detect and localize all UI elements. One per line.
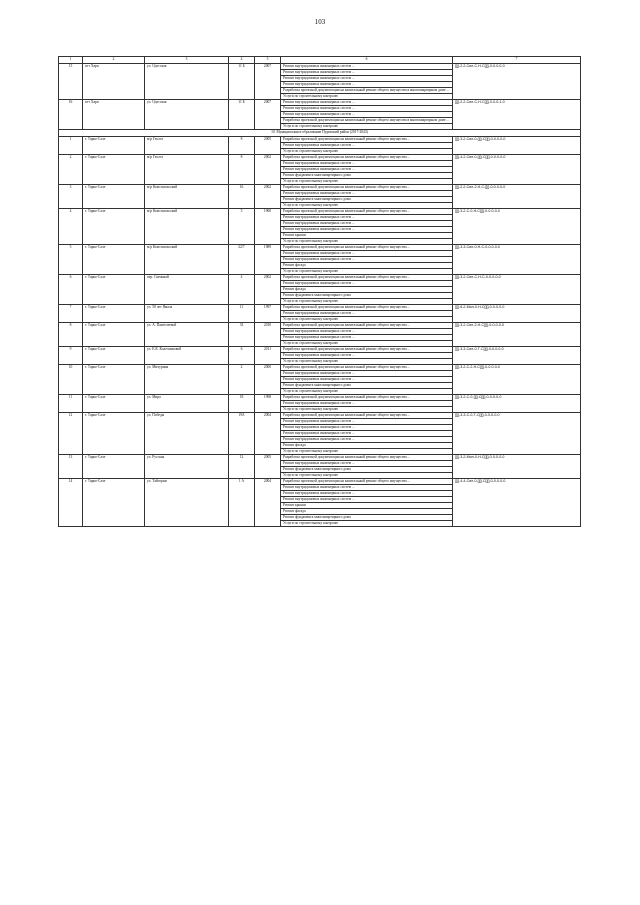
column-number: 3 <box>145 57 229 64</box>
table-row <box>59 305 581 311</box>
row-number: 7 <box>59 305 83 323</box>
house-cell: 33 <box>229 323 255 347</box>
table-row <box>59 155 581 161</box>
column-number-row <box>59 57 581 64</box>
code-cell: [][]-3-2-С-2-Н-С[][]-0-0-0-0-0 <box>453 365 581 395</box>
work-type-cell: Услуги по строительному контролю <box>281 317 453 323</box>
row-number: 6 <box>59 275 83 305</box>
city-cell: г. Тарко-Сале <box>83 395 145 413</box>
work-type-cell: Разработка проектной документации на капитальный ремонт общего имущества ... <box>281 365 453 371</box>
work-type-cell: Ремонт внутридомовых инженерных систем ... <box>281 251 453 257</box>
city-cell: г. Тарко-Сале <box>83 479 145 527</box>
table-row <box>59 137 581 143</box>
work-type-cell: Ремонт внутридомовых инженерных систем ... <box>281 106 453 112</box>
row-number: 16 <box>59 100 83 130</box>
street-cell: ул. Победы <box>145 413 229 455</box>
work-type-cell: Услуги по строительному контролю <box>281 521 453 527</box>
city-cell: г. Тарко-Сале <box>83 185 145 209</box>
table-row <box>59 64 581 70</box>
section-header-row <box>59 130 581 137</box>
work-type-cell: Услуги по строительному контролю <box>281 269 453 275</box>
table-row <box>59 413 581 419</box>
capital-repair-table <box>58 56 581 527</box>
code-cell: [][]-4-4-Сил-0-[][]-С[][]-0-0-0-0-0 <box>453 479 581 527</box>
year-cell: 2007 <box>255 100 281 130</box>
work-type-cell: Ремонт крыши <box>281 233 453 239</box>
city-cell: г. Тарко-Сале <box>83 209 145 245</box>
year-cell: 2002 <box>255 185 281 209</box>
table-row <box>59 185 581 191</box>
house-cell: 11 <box>229 305 255 323</box>
code-cell: [][]-2-2-Сил-С-Н-С[][]-0-0-0-0-0 <box>453 64 581 100</box>
work-type-cell: Услуги по строительному контролю <box>281 94 453 100</box>
code-cell: [][]-6-2-Мил-0-Н-С[][]-0-0-0-0-0 <box>453 305 581 323</box>
house-cell: 18 <box>229 395 255 413</box>
code-cell: [][]-3-2-С-0-[][]-С[][]-0-0-0-0-0 <box>453 395 581 413</box>
street-cell: ул. Мира <box>145 395 229 413</box>
street-cell: м/р Комсомольский <box>145 209 229 245</box>
city-cell: г. Тарко-Сале <box>83 455 145 479</box>
year-cell: 1997 <box>255 305 281 323</box>
work-type-cell: Услуги по строительному контролю <box>281 124 453 130</box>
work-type-cell: Услуги по строительному контролю <box>281 449 453 455</box>
house-cell: 5 <box>229 209 255 245</box>
code-cell: [][]-3-3-Сил-0-Н-С-0-0-0-0-0 <box>453 245 581 275</box>
code-cell: [][]-3-2-Сил-2-Н-С[][]-0-0-0-0-0 <box>453 323 581 347</box>
table-row <box>59 479 581 485</box>
street-cell: ул. Мичурина <box>145 365 229 395</box>
row-number: 13 <box>59 455 83 479</box>
page-number: 103 <box>314 18 326 26</box>
city-cell: г. Тарко-Сале <box>83 137 145 155</box>
work-type-cell: Услуги по строительному контролю <box>281 239 453 245</box>
city-cell: г. Тарко-Сале <box>83 413 145 455</box>
city-cell: г. Тарко-Сале <box>83 365 145 395</box>
house-cell: 6 <box>229 347 255 365</box>
work-type-cell: Ремонт внутридомовых инженерных систем ... <box>281 76 453 82</box>
work-type-cell: Ремонт крыши <box>281 503 453 509</box>
street-cell: ул. А. Пантелеевой <box>145 323 229 347</box>
work-type-cell: Услуги по строительному контролю <box>281 407 453 413</box>
year-cell: 2007 <box>255 64 281 100</box>
year-cell: 2004 <box>255 413 281 455</box>
work-type-cell: Ремонт внутридомовых инженерных систем ... <box>281 371 453 377</box>
work-type-cell: Ремонт фасада <box>281 509 453 515</box>
year-cell: 1989 <box>255 245 281 275</box>
work-type-cell: Ремонт внутридомовых инженерных систем ... <box>281 419 453 425</box>
work-type-cell: Ремонт внутридомовых инженерных систем ... <box>281 70 453 76</box>
work-type-cell: Ремонт внутридомовых инженерных систем ... <box>281 485 453 491</box>
work-type-cell: Ремонт внутридомовых инженерных систем ... <box>281 191 453 197</box>
work-type-cell: Ремонт внутридомовых инженерных систем ... <box>281 257 453 263</box>
row-number: 9 <box>59 347 83 365</box>
year-cell: 2011 <box>255 347 281 365</box>
house-cell: 16 <box>229 185 255 209</box>
work-type-cell: Ремонт фундамента многоквартирного дома <box>281 383 453 389</box>
work-type-cell: Ремонт фундамента многоквартирного дома <box>281 293 453 299</box>
row-number: 1 <box>59 137 83 155</box>
work-type-cell: Разработка проектной документации на капитальный ремонт общего имущества ... <box>281 347 453 353</box>
table-row <box>59 455 581 461</box>
city-cell: г. Тарко-Сале <box>83 245 145 275</box>
street-cell: м/р Комсомольский <box>145 185 229 209</box>
year-cell: 1960 <box>255 209 281 245</box>
house-cell: 8 <box>229 137 255 155</box>
table-row <box>59 245 581 251</box>
row-number: 12 <box>59 413 83 455</box>
city-cell: пгт Харп <box>83 64 145 100</box>
city-cell: пгт Харп <box>83 100 145 130</box>
work-type-cell: Ремонт внутридомовых инженерных систем ... <box>281 335 453 341</box>
work-type-cell: Ремонт фундамента многоквартирного дома <box>281 197 453 203</box>
work-type-cell: Ремонт внутридомовых инженерных систем ... <box>281 143 453 149</box>
table-row <box>59 347 581 353</box>
work-type-cell: Разработка проектной документации на капитальный ремонт общего имущества ... <box>281 305 453 311</box>
work-type-cell: Ремонт фундамента многоквартирного дома <box>281 173 453 179</box>
work-type-cell: Ремонт внутридомовых инженерных систем ... <box>281 329 453 335</box>
row-number: 5 <box>59 245 83 275</box>
work-type-cell: Ремонт внутридомовых инженерных систем ... <box>281 353 453 359</box>
street-cell: м/р Геолог <box>145 155 229 185</box>
work-type-cell: Ремонт внутридомовых инженерных систем ... <box>281 100 453 106</box>
year-cell: 2005 <box>255 455 281 479</box>
table-row <box>59 395 581 401</box>
code-cell: [][]-3-2-Мил-0-Н-С[][]-0-0-0-0-0 <box>453 455 581 479</box>
column-number: 4 <box>229 57 255 64</box>
work-type-cell: Услуги по строительному контролю <box>281 179 453 185</box>
work-type-cell: Ремонт внутридомовых инженерных систем ... <box>281 497 453 503</box>
year-cell: 2010 <box>255 323 281 347</box>
table-row <box>59 100 581 106</box>
city-cell: г. Тарко-Сале <box>83 347 145 365</box>
street-cell: ул. Одесская <box>145 100 229 130</box>
work-type-cell: Ремонт фасада <box>281 443 453 449</box>
table-body-after <box>59 137 581 527</box>
work-type-cell: Услуги по строительному контролю <box>281 149 453 155</box>
street-cell: ул. Одесская <box>145 64 229 100</box>
year-cell: 2002 <box>255 275 281 305</box>
work-type-cell: Разработка проектной документации на капитальный ремонт общего имущества ... <box>281 137 453 143</box>
table-row <box>59 365 581 371</box>
work-type-cell: Ремонт внутридомовых инженерных систем ... <box>281 281 453 287</box>
work-type-cell: Разработка проектной документации на капитальный ремонт общего имущества ... <box>281 185 453 191</box>
work-type-cell: Разработка проектной документации на капитальный ремонт общего имущества ... <box>281 413 453 419</box>
house-cell: 19А <box>229 413 255 455</box>
house-cell: 11 Б <box>229 64 255 100</box>
street-cell: ул. Тайгорин <box>145 479 229 527</box>
work-type-cell: Ремонт внутридомовых инженерных систем ... <box>281 377 453 383</box>
code-cell: [][]-2-2-Сил-С-Н-С[][]-0-0-0-1-0 <box>453 100 581 130</box>
work-type-cell: Разработка проектной документации на капитальный ремонт общего имущества ... <box>281 155 453 161</box>
house-cell: 4 <box>229 275 255 305</box>
row-number: 14 <box>59 479 83 527</box>
house-cell: 12 <box>229 455 255 479</box>
work-type-cell: Разработка проектной документации на капитальный ремонт общего имущества ... <box>281 455 453 461</box>
table-body-before <box>59 64 581 130</box>
work-type-cell: Услуги по строительному контролю <box>281 341 453 347</box>
city-cell: г. Тарко-Сале <box>83 305 145 323</box>
work-type-cell: Услуги по строительному контролю <box>281 389 453 395</box>
section-body <box>59 130 581 137</box>
work-type-cell: Разработка проектной документации на капитальный ремонт общего имущества в многоквартирном доме ... <box>281 118 453 124</box>
house-cell: 1 А <box>229 479 255 527</box>
year-cell: 2002 <box>255 155 281 185</box>
work-type-cell: Разработка проектной документации на капитальный ремонт общего имущества ... <box>281 395 453 401</box>
work-type-cell: Услуги по строительному контролю <box>281 299 453 305</box>
code-cell: [][]-3-3-Сил-0-Т-С[][]-0-0-0-0-0 <box>453 347 581 365</box>
work-type-cell: Ремонт фундамента многоквартирного дома <box>281 467 453 473</box>
work-type-cell: Ремонт внутридомовых инженерных систем ... <box>281 431 453 437</box>
work-type-cell: Услуги по строительному контролю <box>281 203 453 209</box>
work-type-cell: Ремонт внутридомовых инженерных систем ... <box>281 161 453 167</box>
year-cell: 2004 <box>255 479 281 527</box>
city-cell: г. Тарко-Сале <box>83 155 145 185</box>
work-type-cell: Услуги по строительному контролю <box>281 473 453 479</box>
work-type-cell: Ремонт внутридомовых инженерных систем ... <box>281 227 453 233</box>
year-cell: 1998 <box>255 395 281 413</box>
column-number: 5 <box>255 57 281 64</box>
work-type-cell: Ремонт фасада <box>281 287 453 293</box>
street-cell: пер. Снежный <box>145 275 229 305</box>
column-number: 2 <box>83 57 145 64</box>
table-row <box>59 323 581 329</box>
row-number: 4 <box>59 209 83 245</box>
work-type-cell: Ремонт фасада <box>281 263 453 269</box>
work-type-cell: Ремонт внутридомовых инженерных систем ... <box>281 112 453 118</box>
work-type-cell: Ремонт фундамента многоквартирного дома <box>281 515 453 521</box>
work-type-cell: Ремонт внутридомовых инженерных систем ... <box>281 82 453 88</box>
work-type-cell: Ремонт внутридомовых инженерных систем ... <box>281 437 453 443</box>
row-number: 2 <box>59 155 83 185</box>
house-cell: 22/7 <box>229 245 255 275</box>
table-row <box>59 275 581 281</box>
street-cell: м/р Геолог <box>145 137 229 155</box>
work-type-cell: Разработка проектной документации на капитальный ремонт общего имущества в многоквартирном доме ... <box>281 88 453 94</box>
code-cell: [][]-4-2-Сил-0-[][]-С[][]-0-0-0-0-0 <box>453 155 581 185</box>
work-type-cell: Ремонт внутридомовых инженерных систем ... <box>281 221 453 227</box>
street-cell: ул. Е.К. Колесниковой <box>145 347 229 365</box>
code-cell: [][]-3-2-Сил-С-Н-С-0-0-0-0-0 <box>453 275 581 305</box>
column-number: 6 <box>281 57 453 64</box>
work-type-cell: Разработка проектной документации на капитальный ремонт общего имущества ... <box>281 323 453 329</box>
work-type-cell: Разработка проектной документации на капитальный ремонт общего имущества ... <box>281 275 453 281</box>
house-cell: 8 <box>229 155 255 185</box>
work-type-cell: Ремонт внутридомовых инженерных систем ... <box>281 425 453 431</box>
year-cell: 2005 <box>255 137 281 155</box>
section-title: 10. Муниципальное образование Пуровский район (2017-2043) <box>59 130 581 137</box>
work-type-cell: Ремонт внутридомовых инженерных систем ... <box>281 461 453 467</box>
code-cell: [][]-3-2-С-0-Н-С[][]-0-0-0-0-0 <box>453 209 581 245</box>
row-number: 8 <box>59 323 83 347</box>
table-row <box>59 209 581 215</box>
row-number: 10 <box>59 365 83 395</box>
work-type-cell: Услуги по строительному контролю <box>281 359 453 365</box>
house-cell: 2 <box>229 365 255 395</box>
street-cell: м/р Комсомольский <box>145 245 229 275</box>
work-type-cell: Разработка проектной документации на капитальный ремонт общего имущества ... <box>281 479 453 485</box>
work-type-cell: Ремонт внутридомовых инженерных систем ... <box>281 215 453 221</box>
work-type-cell: Ремонт внутридомовых инженерных систем ... <box>281 64 453 70</box>
street-cell: ул. 50 лет Ямала <box>145 305 229 323</box>
city-cell: г. Тарко-Сале <box>83 275 145 305</box>
column-number: 7 <box>453 57 581 64</box>
street-cell: ул. Русская <box>145 455 229 479</box>
code-cell: [][]-3-2-Сил-0-[][]-С[][]-0-0-0-0-0 <box>453 137 581 155</box>
work-type-cell: Ремонт внутридомовых инженерных систем ... <box>281 401 453 407</box>
code-cell: [][]-2-2-Сил-2-Н-С-[][]-0-0-0-0-0 <box>453 185 581 209</box>
house-cell: 11 Б <box>229 100 255 130</box>
year-cell: 2000 <box>255 365 281 395</box>
work-type-cell: Разработка проектной документации на капитальный ремонт общего имущества ... <box>281 209 453 215</box>
city-cell: г. Тарко-Сале <box>83 323 145 347</box>
code-cell: [][]-3-3-С-0-Т-С[][]-0-0-0-0-0 <box>453 413 581 455</box>
row-number: 11 <box>59 395 83 413</box>
row-number: 15 <box>59 64 83 100</box>
work-type-cell: Ремонт внутридомовых инженерных систем ... <box>281 491 453 497</box>
work-type-cell: Разработка проектной документации на капитальный ремонт общего имущества ... <box>281 245 453 251</box>
column-number: 1 <box>59 57 83 64</box>
row-number: 3 <box>59 185 83 209</box>
work-type-cell: Ремонт внутридомовых инженерных систем ... <box>281 311 453 317</box>
work-type-cell: Ремонт внутридомовых инженерных систем ... <box>281 167 453 173</box>
